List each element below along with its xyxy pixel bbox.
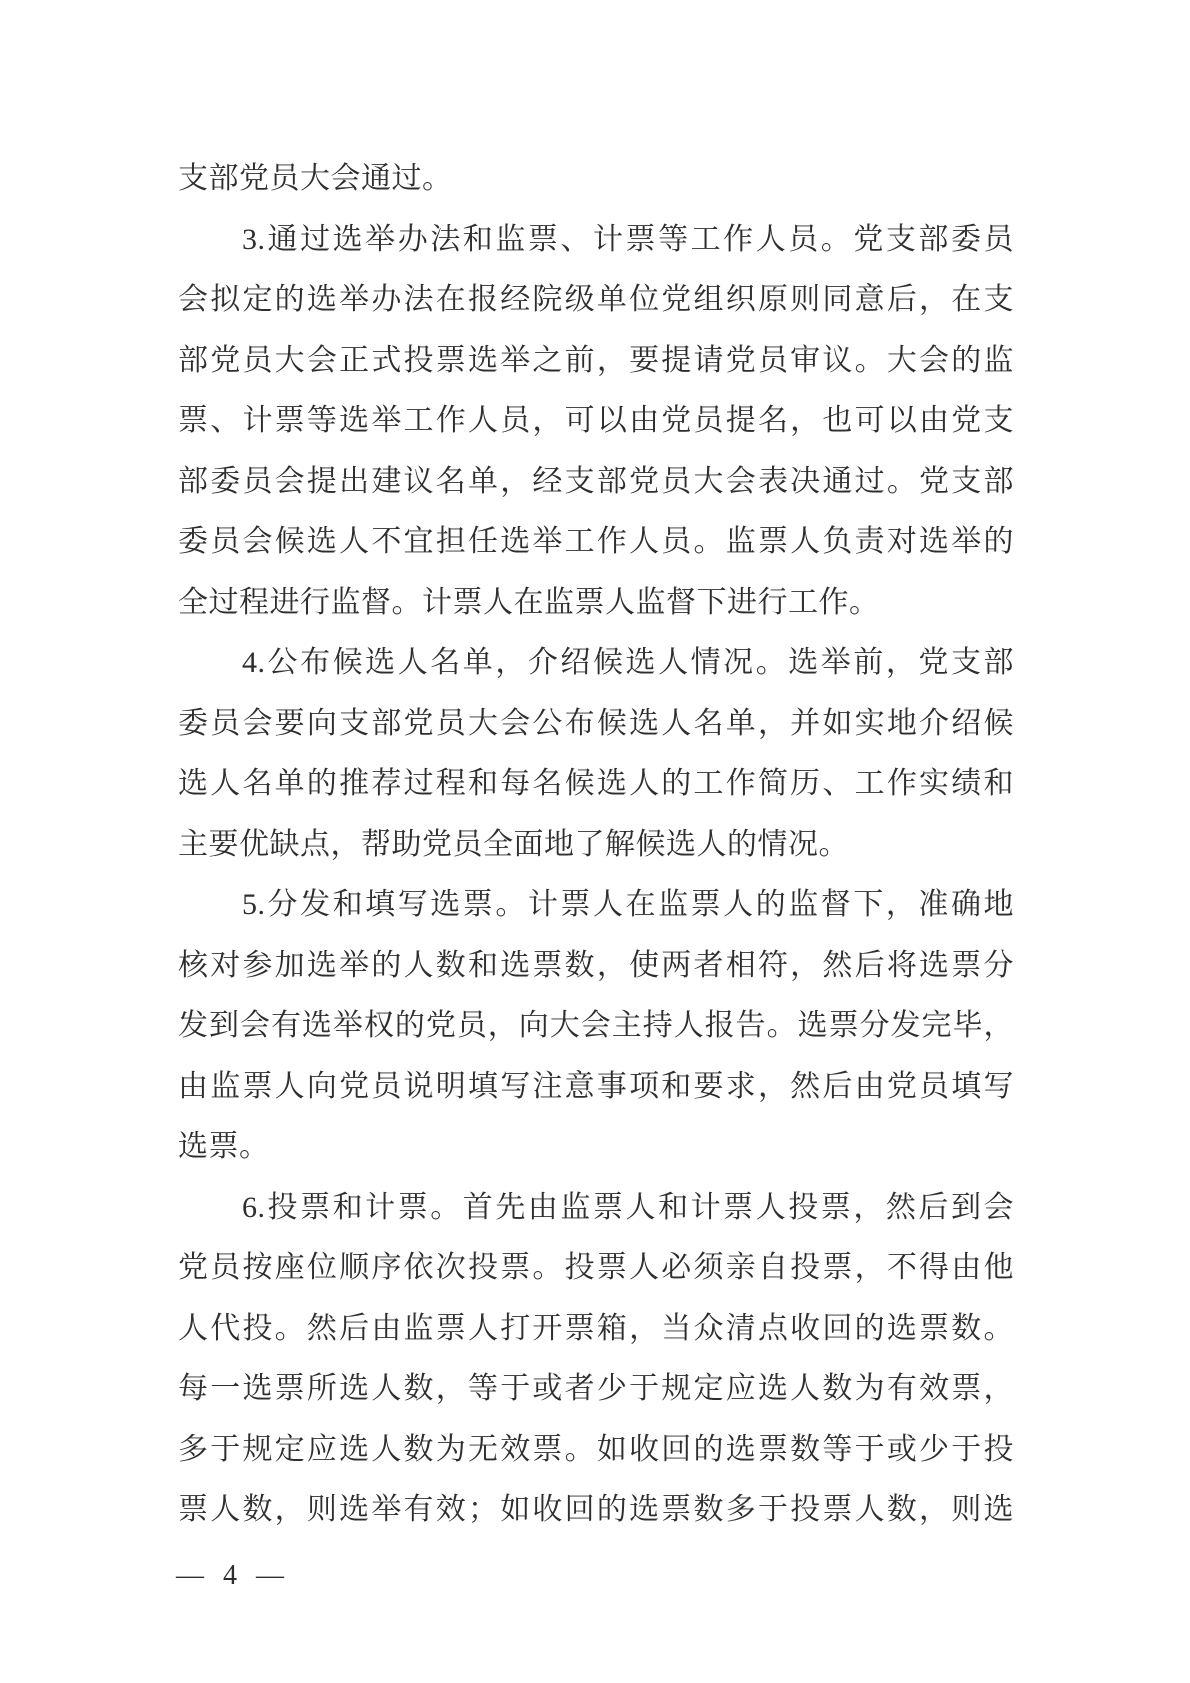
text-line: 由监票人向党员说明填写注意事项和要求，然后由党员填写 (178, 1069, 1014, 1103)
paragraph-item-3 (178, 210, 1014, 634)
text-line: 部党员大会正式投票选举之前，要提请党员审议。大会的监 (178, 343, 1014, 377)
text-line: 会拟定的选举办法在报经院级单位党组织原则同意后，在支 (178, 283, 1014, 316)
text-line: 6.投票和计票。首先由监票人和计票人投票，然后到会 (242, 1190, 1014, 1224)
text-line: 票、计票等选举工作人员，可以由党员提名，也可以由党支 (178, 404, 1014, 437)
text-line: 委员会候选人不宜担任选举工作人员。监票人负责对选举的 (178, 525, 1014, 558)
text-line: 每一选票所选人数，等于或者少于规定应选人数为有效票， (178, 1372, 1014, 1405)
text-line: 多于规定应选人数为无效票。如收回的选票数等于或少于投 (178, 1432, 1014, 1466)
text-line: 主要优缺点，帮助党员全面地了解候选人的情况。 (178, 827, 849, 861)
paragraph-item-5 (178, 875, 1014, 1178)
text-line: 核对参加选举的人数和选票数，使两者相符，然后将选票分 (178, 948, 1014, 982)
text-line: 党员按座位顺序依次投票。投票人必须亲自投票，不得由他 (178, 1251, 1014, 1284)
text-line: 委员会要向支部党员大会公布候选人名单，并如实地介绍候 (178, 706, 1014, 740)
text-line: 票人数，则选举有效；如收回的选票数多于投票人数，则选 (178, 1493, 1014, 1526)
text-line: 5.分发和填写选票。计票人在监票人的监督下，准确地 (242, 888, 1014, 921)
text-line: 选票。 (178, 1130, 270, 1163)
text-line: 部委员会提出建议名单，经支部党员大会表决通过。党支部 (178, 464, 1014, 498)
document-body (178, 149, 1014, 1541)
paragraph-item-6 (178, 1178, 1014, 1541)
text-line: 支部党员大会通过。 (178, 162, 453, 195)
paragraph-item-4 (178, 633, 1014, 875)
text-line: 4.公布候选人名单，介绍候选人情况。选举前，党支部 (242, 646, 1014, 679)
text-line: 3.通过选举办法和监票、计票等工作人员。党支部委员 (242, 222, 1014, 256)
paragraph-continuation (178, 149, 1014, 210)
text-line: 选人名单的推荐过程和每名候选人的工作简历、工作实绩和 (178, 767, 1014, 800)
text-line: 发到会有选举权的党员，向大会主持人报告。选票分发完毕， (178, 1009, 1014, 1042)
page-number: — 4 — (176, 1560, 290, 1591)
text-line: 全过程进行监督。计票人在监票人监督下进行工作。 (178, 585, 880, 619)
text-line: 人代投。然后由监票人打开票箱，当众清点收回的选票数。 (178, 1311, 1014, 1345)
